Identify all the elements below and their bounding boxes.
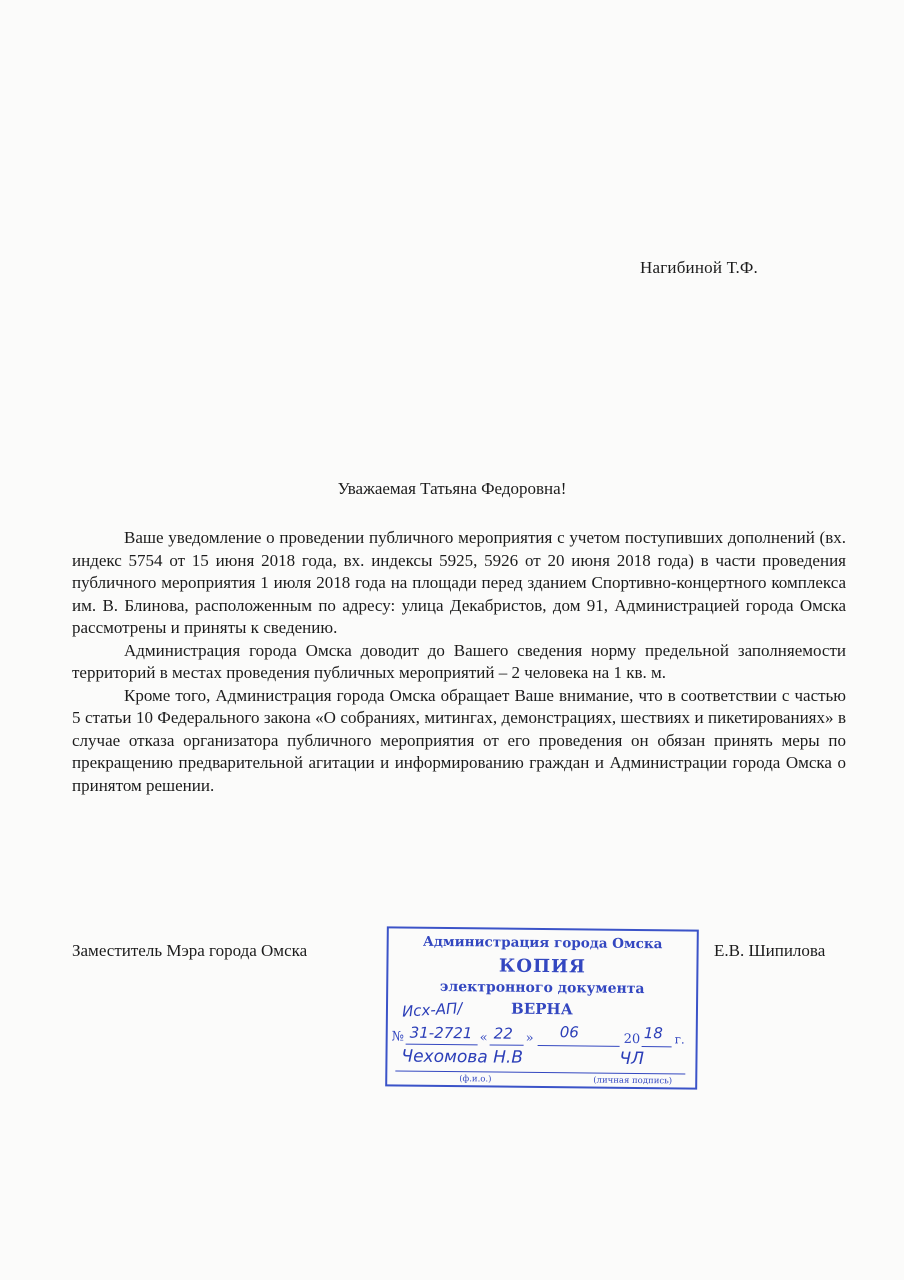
copy-stamp xyxy=(385,926,699,1089)
stamp-organization: Администрация города Омска xyxy=(422,933,663,953)
stamp-year-unit: г. xyxy=(674,1032,685,1047)
letter-body xyxy=(72,527,846,797)
stamp-subtitle: электронного документа xyxy=(439,978,645,998)
stamp-signature-underline xyxy=(395,1070,685,1074)
salutation: Уважаемая Татьяна Федоровна! xyxy=(337,479,567,498)
stamp-day-underline xyxy=(490,1044,524,1045)
stamp-year-suffix: 18 xyxy=(643,1024,663,1043)
paragraph: Ваше уведомление о проведении публичного мероприятия с учетом поступивших дополнений (вх. индекс 5754 от 15 июня 2018 года, вх. индексы 5925, 5926 от 20 июня 2018 года) в части проведения публичного мероприятия 1 июля 2018 года на площади перед зданием Спортивно-концертного комплекса им. В. Блинова, расположенным по адресу: улица Декабристов, дом 91, Администрацией города Омска рассмотрены и приняты к сведению. xyxy=(72,528,846,637)
stamp-month: 06 xyxy=(559,1023,579,1042)
stamp-verified: ВЕРНА xyxy=(511,999,573,1019)
stamp-quote-close: » xyxy=(525,1030,534,1046)
stamp-number: 31-2721 xyxy=(409,1023,473,1043)
paragraph: Администрация города Омска доводит до Вашего сведения норму предельной заполняемости территорий в местах проведения публичных мероприятий – 2 человека на 1 кв. м. xyxy=(72,640,846,682)
stamp-title: КОПИЯ xyxy=(498,955,587,978)
stamp-day: 22 xyxy=(493,1024,513,1043)
stamp-number-underline xyxy=(406,1044,478,1046)
stamp-month-underline xyxy=(538,1045,620,1047)
addressee: Нагибиной Т.Ф. xyxy=(640,258,758,277)
stamp-label-signature: (личная подпись) xyxy=(593,1075,673,1087)
stamp-number-prefix: № xyxy=(391,1029,405,1045)
stamp-year-prefix: 20 xyxy=(623,1031,641,1048)
stamp-handwritten-ref: Исх-АП/ xyxy=(401,999,463,1021)
stamp-label-fio: (ф.и.о.) xyxy=(459,1074,492,1085)
stamp-signer-name: Чехомова Н.В xyxy=(401,1046,524,1068)
stamp-year-underline xyxy=(642,1046,672,1047)
signer-name: Е.В. Шипилова xyxy=(714,941,826,960)
stamp-quote-open: « xyxy=(479,1030,488,1046)
signer-position: Заместитель Мэра города Омска xyxy=(72,941,308,960)
paragraph: Кроме того, Администрация города Омска обращает Ваше внимание, что в соответствии с частью 5 статьи 10 Федерального закона «О собраниях, митингах, демонстрациях, шествиях и пикетированиях» в случае отказа организатора публичного мероприятия от его проведения он обязан принять меры по прекращению предварительной агитации и информированию граждан и Администрации города Омска о принятом решении. xyxy=(72,685,846,795)
stamp-signer-initials: ЧЛ xyxy=(619,1048,645,1070)
